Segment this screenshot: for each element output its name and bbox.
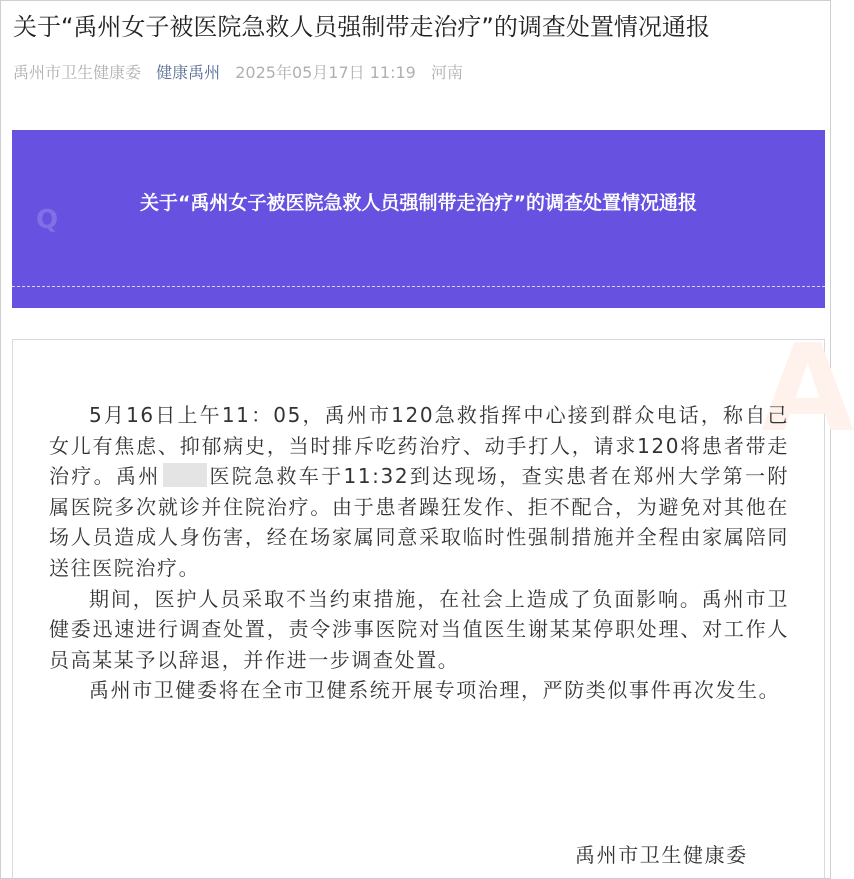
paragraph-1-part-a: 5月16日上午11：05，禹州市120急救指挥中心接到群众电话，称自己女儿有焦虑、抑郁病史，当时排斥吃药治疗、动手打人，请求120将患者带走治疗。禹州 [49, 403, 789, 489]
meta-account-link[interactable]: 健康禹州 [156, 63, 221, 82]
banner-logo-mark: Q [36, 205, 59, 235]
paragraph-3: 禹州市卫健委将在全市卫健系统开展专项治理，严防类似事件再次发生。 [89, 678, 781, 703]
meta-date: 2025年05月17日 11:19 [235, 63, 416, 82]
notice-content-box [12, 320, 854, 878]
watermark-logo: A [761, 320, 854, 459]
paragraph-1 [49, 400, 789, 584]
signature: 禹州市卫生健康委 [575, 843, 748, 867]
meta-source: 禹州市卫生健康委 [13, 63, 142, 82]
banner-divider [12, 286, 825, 287]
redacted-hospital-name [163, 463, 207, 487]
notice-body [49, 400, 789, 706]
meta-location: 河南 [430, 63, 463, 82]
banner-title: 关于“禹州女子被医院急救人员强制带走治疗”的调查处置情况通报 [140, 192, 697, 214]
paragraph-1-part-b: 医院急救车于11:32到达现场，查实患者在郑州大学第一附属医院多次就诊并住院治疗。由于患者躁狂发作、拒不配合，为避免对其他在场人员造成人身伤害，经在场家属同意采取临时性强制措施并全程由家属陪同送往医院治疗。 [49, 464, 789, 580]
article-title: 关于“禹州女子被医院急救人员强制带走治疗”的调查处置情况通报 [13, 13, 710, 41]
title-banner-image [12, 130, 825, 308]
article-meta [13, 61, 473, 85]
paragraph-2: 期间，医护人员采取不当约束措施，在社会上造成了负面影响。禹州市卫健委迅速进行调查处置，责令涉事医院对当值医生谢某某停职处理、对工作人员高某某予以辞退，并作进一步调查处置。 [49, 586, 789, 672]
